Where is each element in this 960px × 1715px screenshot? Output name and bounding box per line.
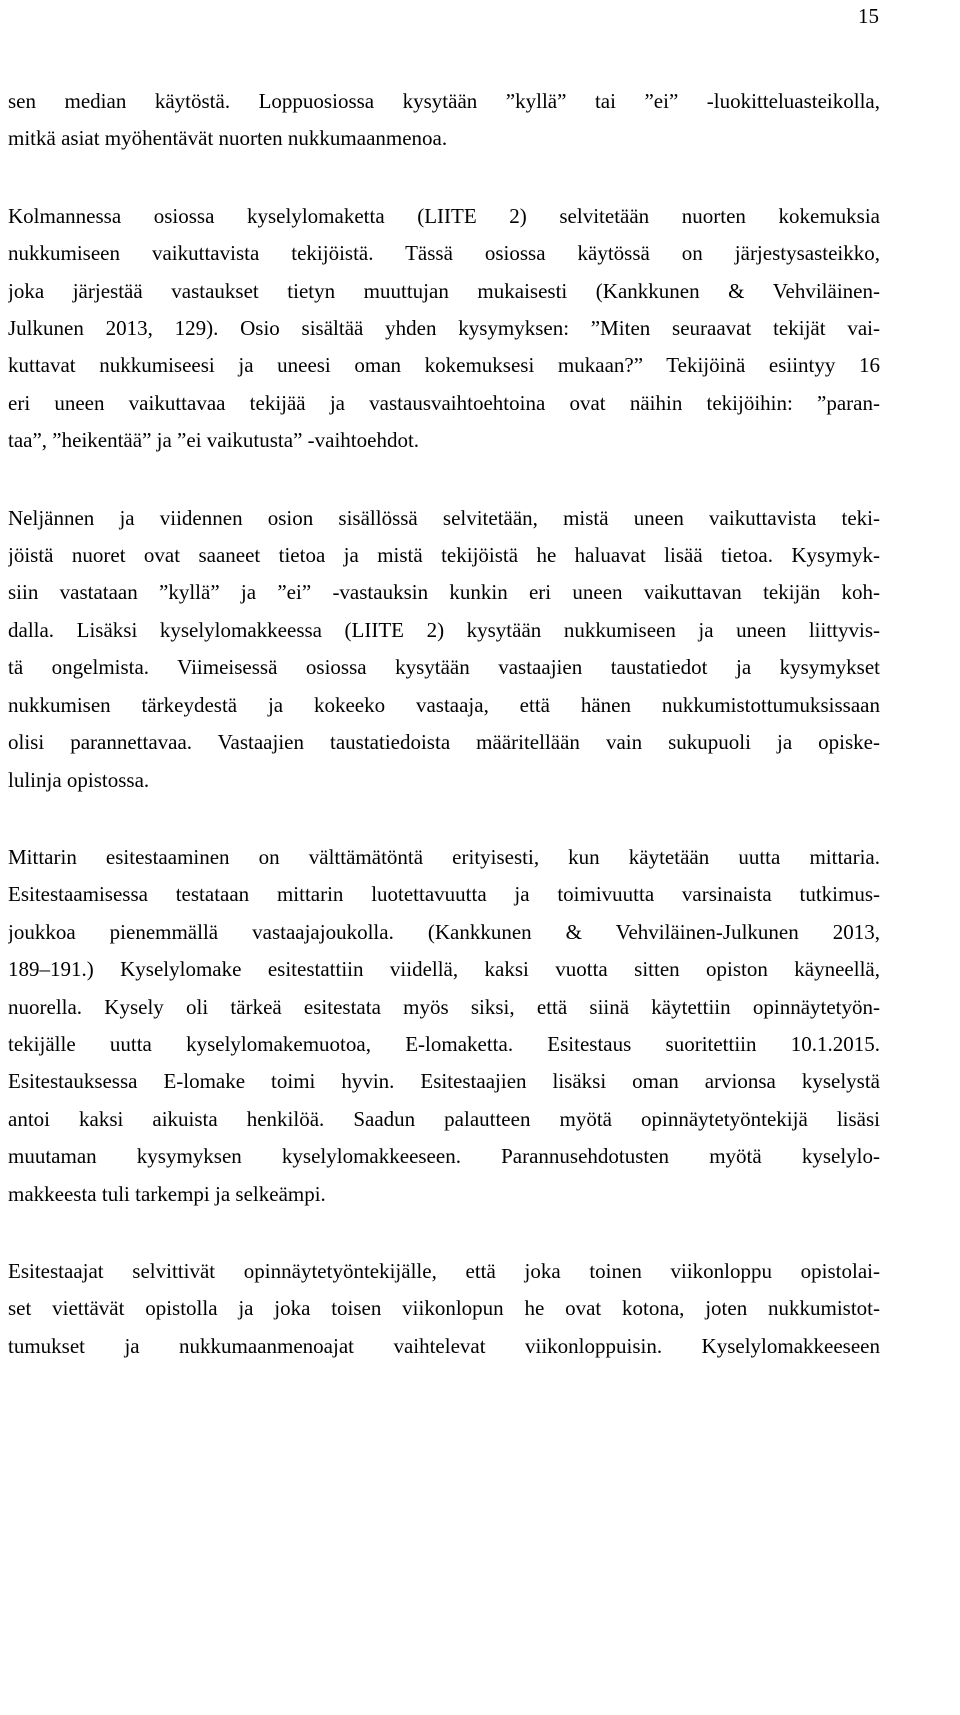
text-line: eri uneen vaikuttavaa tekijää ja vastausvaihtoehtoina ovat näihin tekijöihin: ”paran- [8,390,880,415]
text-line: joukkoa pienemmällä vastaajajoukolla. (Kankkunen & Vehviläinen-Julkunen 2013, [8,919,880,944]
text-line: nukkumisen tärkeydestä ja kokeeko vastaaja, että hänen nukkumistottumuksissaan [8,692,880,717]
text-line: dalla. Lisäksi kyselylomakkeessa (LIITE 2) kysytään nukkumiseen ja uneen liittyvis- [8,617,880,642]
text-line: sen median käytöstä. Loppuosiossa kysytään ”kyllä” tai ”ei” -luokitteluasteikolla, [8,89,880,113]
text-line: Esitestaamisessa testataan mittarin luotettavuutta ja toimivuutta varsinaista tutkimus- [8,882,880,907]
text-line: lulinja opistossa. [8,767,150,792]
text-line: Julkunen 2013, 129). Osio sisältää yhden kysymyksen: ”Miten seuraavat tekijät vai- [8,316,880,341]
text-line: tumukset ja nukkumaanmenoajat vaihtelevat viikonloppuisin. Kyselylomakkeeseen [8,1333,880,1358]
text-line: jöistä nuoret ovat saaneet tietoa ja mistä tekijöistä he haluavat lisää tietoa. Kysymyk- [8,543,880,568]
text-line: olisi parannettavaa. Vastaajien taustatiedoista määritellään vain sukupuoli ja opiske- [8,730,880,755]
text-line: nuorella. Kysely oli tärkeä esitestata myös siksi, että siinä käytettiin opinnäytetyön- [8,994,880,1019]
text-line: siin vastataan ”kyllä” ja ”ei” -vastauksin kunkin eri uneen vaikuttavan tekijän koh- [8,580,880,605]
text-line: antoi kaksi aikuista henkilöä. Saadun palautteen myötä opinnäytetyöntekijä lisäsi [8,1106,880,1131]
text-line: tä ongelmista. Viimeisessä osiossa kysytään vastaajien taustatiedot ja kysymykset [8,655,880,680]
text-line: 189–191.) Kyselylomake esitestattiin viidellä, kaksi vuotta sitten opiston käyneellä, [8,957,880,982]
text-line: Kolmannessa osiossa kyselylomaketta (LIITE 2) selvitetään nuorten kokemuksia [8,203,880,228]
text-line: tekijälle uutta kyselylomakemuotoa, E-lomaketta. Esitestaus suoritettiin 10.1.2015. [8,1031,880,1056]
text-line: set viettävät opistolla ja joka toisen viikonlopun he ovat kotona, joten nukkumistot- [8,1296,880,1321]
text-line: mitkä asiat myöhentävät nuorten nukkumaanmenoa. [8,126,448,151]
paragraph-3 [8,500,880,799]
text-line: taa”, ”heikentää” ja ”ei vaikutusta” -vaihtoehdot. [8,428,420,453]
paragraph-4 [8,839,880,1213]
page-number: 15 [858,4,879,28]
text-line: Esitestaajat selvittivät opinnäytetyöntekijälle, että joka toinen viikonloppu opistolai- [8,1258,880,1283]
paragraph-1 [8,83,880,158]
text-line: Mittarin esitestaaminen on välttämätöntä erityisesti, kun käytetään uutta mittaria. [8,844,880,869]
text-line: muutaman kysymyksen kyselylomakkeeseen. Parannusehdotusten myötä kyselylo- [8,1144,880,1169]
text-line: Esitestauksessa E-lomake toimi hyvin. Esitestaajien lisäksi oman arvionsa kyselystä [8,1069,880,1094]
document-body [8,83,880,1365]
text-line: Neljännen ja viidennen osion sisällössä selvitetään, mistä uneen vaikuttavista teki- [8,505,880,530]
text-line: makkeesta tuli tarkempi ja selkeämpi. [8,1181,326,1206]
text-line: nukkumiseen vaikuttavista tekijöistä. Tässä osiossa käytössä on järjestysasteikko, [8,241,880,266]
paragraph-2 [8,198,880,460]
text-line: joka järjestää vastaukset tietyn muuttujan mukaisesti (Kankkunen & Vehviläinen- [8,278,880,303]
text-line: kuttavat nukkumiseesi ja uneesi oman kokemuksesi mukaan?” Tekijöinä esiintyy 16 [8,353,880,378]
paragraph-5 [8,1253,880,1365]
